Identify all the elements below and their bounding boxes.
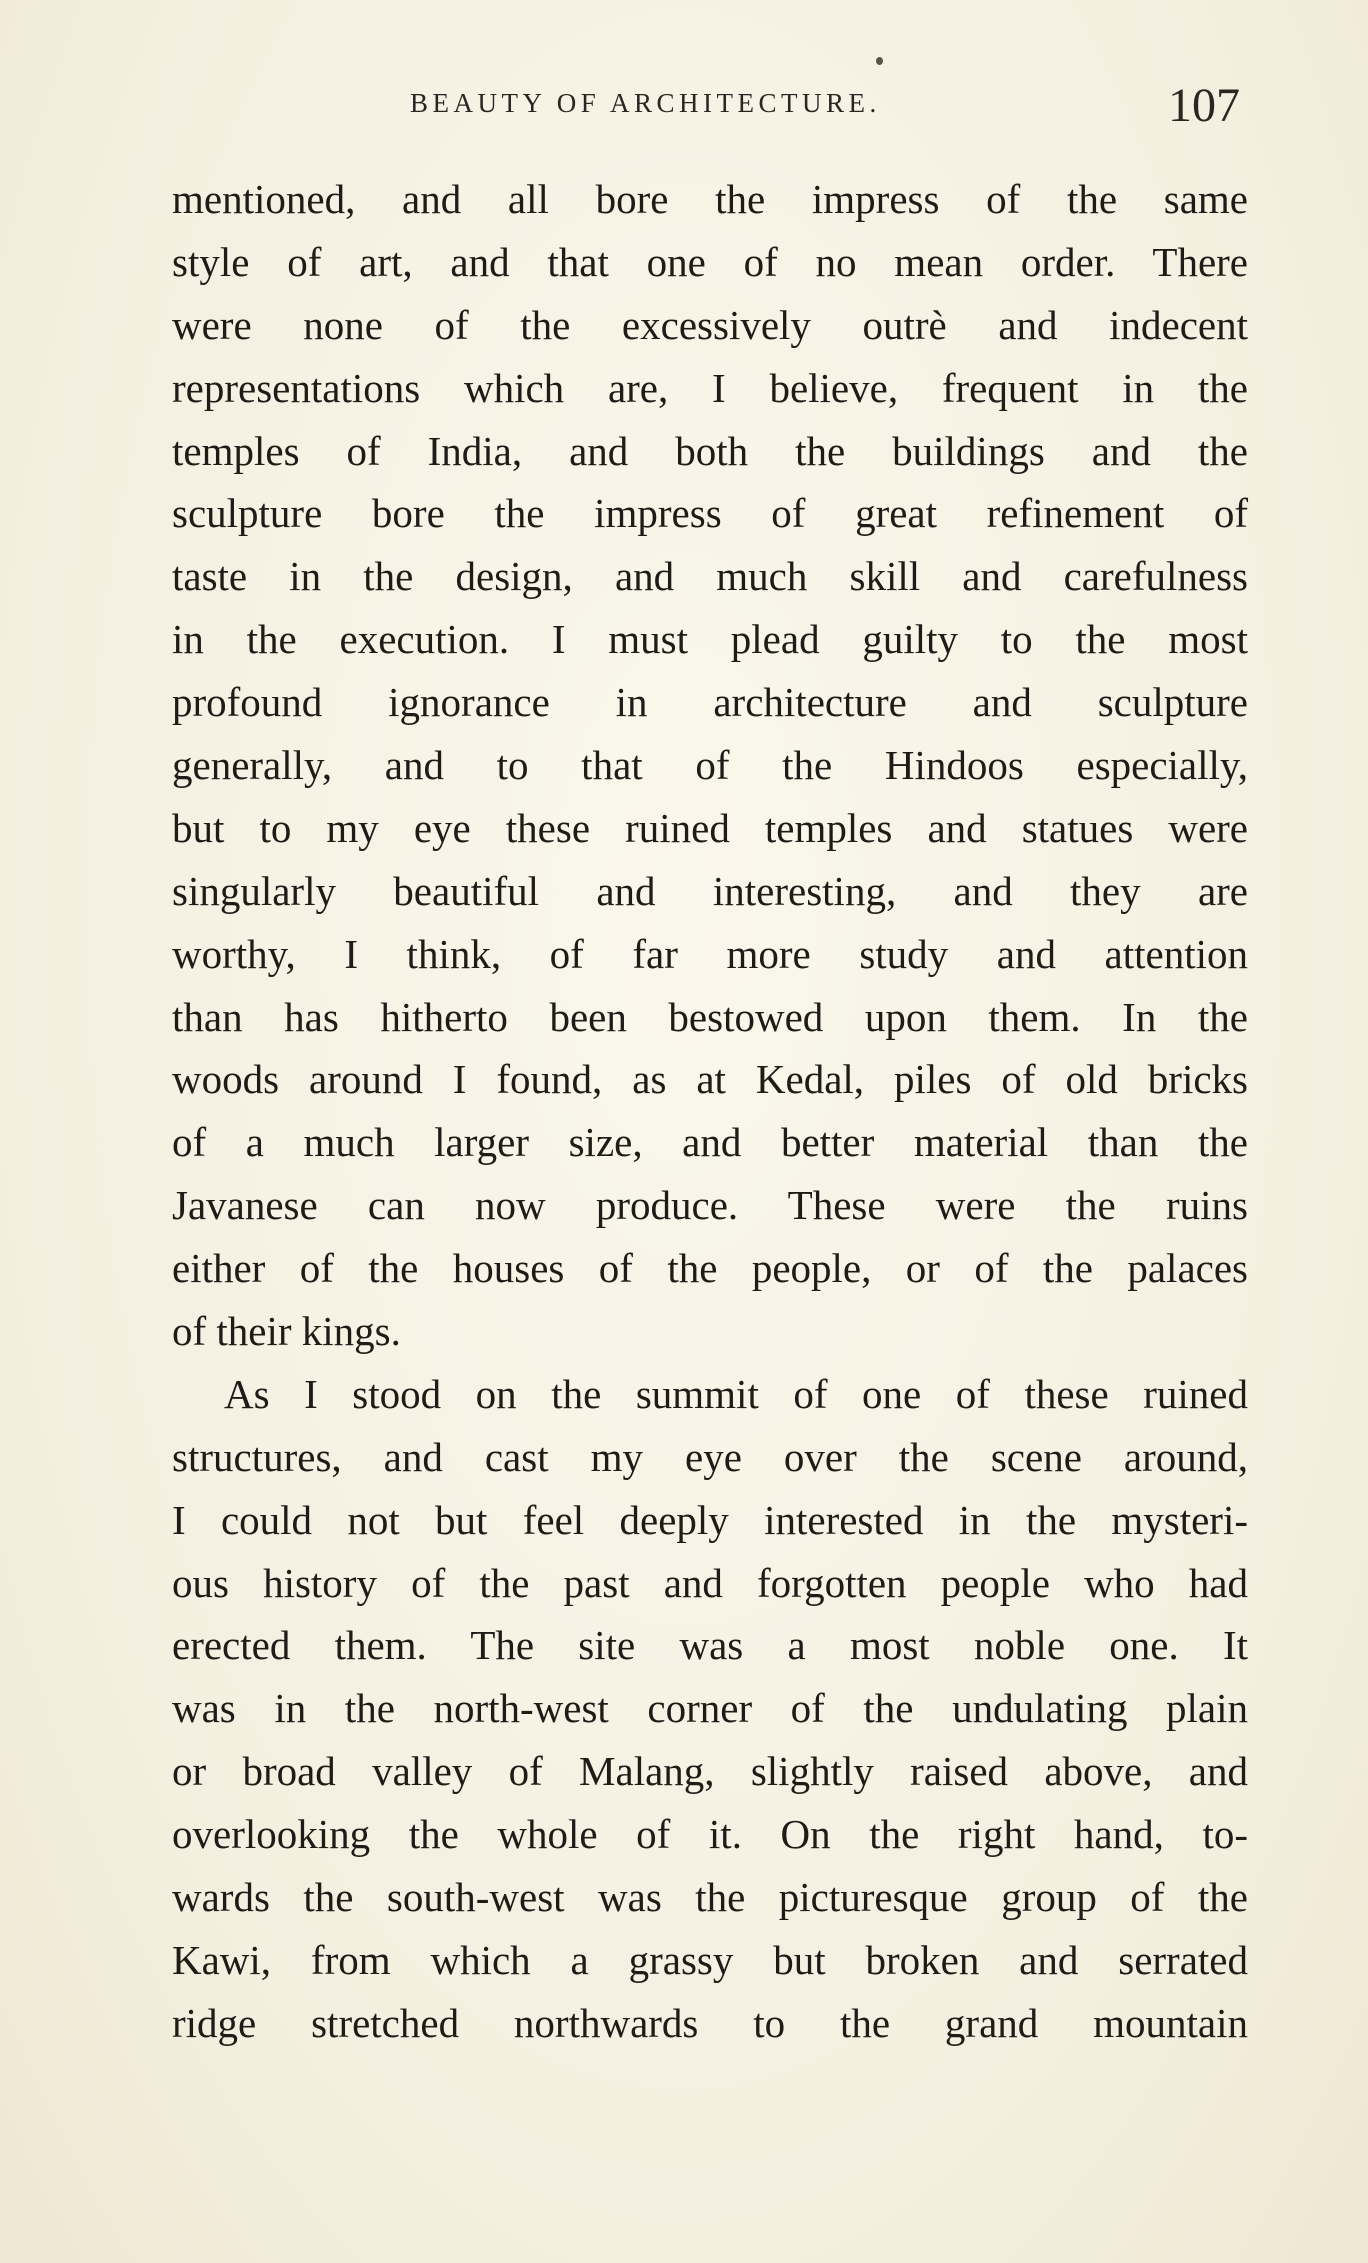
body-text (172, 168, 1248, 2055)
text-line: woods around I found, as at Kedal, piles of old bricks (172, 1056, 1248, 1103)
text-line: or broad valley of Malang, slightly raised above, and (172, 1748, 1248, 1795)
text-line: overlooking the whole of it. On the right hand, to- (172, 1811, 1248, 1858)
text-line: wards the south-west was the picturesque group of the (172, 1874, 1248, 1921)
text-line: ous history of the past and forgotten people who had (172, 1559, 1248, 1606)
text-line: either of the houses of the people, or of the palaces (172, 1245, 1248, 1292)
text-line: was in the north-west corner of the undulating plain (172, 1685, 1248, 1732)
text-line: Javanese can now produce. These were the ruins (172, 1182, 1248, 1229)
text-line: taste in the design, and much skill and carefulness (172, 553, 1248, 600)
text-line: were none of the excessively outrè and indecent (172, 301, 1248, 348)
text-line: generally, and to that of the Hindoos especially, (172, 742, 1248, 789)
text-line: than has hitherto been bestowed upon them. In the (172, 993, 1248, 1040)
page-number: 107 (1168, 79, 1240, 132)
text-line: but to my eye these ruined temples and statues were (172, 804, 1248, 851)
text-line: in the execution. I must plead guilty to the most (172, 616, 1248, 663)
paragraph-end-line: of their kings. (172, 1308, 401, 1355)
text-line: style of art, and that one of no mean order. There (172, 238, 1248, 285)
text-line: structures, and cast my eye over the scene around, (172, 1433, 1248, 1480)
text-line: sculpture bore the impress of great refinement of (172, 490, 1248, 537)
text-line: ridge stretched northwards to the grand mountain (172, 1999, 1248, 2046)
ink-speck (876, 57, 883, 65)
text-line: mentioned, and all bore the impress of the same (172, 176, 1248, 222)
text-line: singularly beautiful and interesting, and they are (172, 867, 1248, 914)
text-line: representations which are, I believe, frequent in the (172, 364, 1248, 411)
text-line: Kawi, from which a grassy but broken and serrated (172, 1936, 1248, 1983)
text-line: worthy, I think, of far more study and attention (172, 930, 1248, 977)
text-line: of a much larger size, and better material than the (172, 1119, 1248, 1166)
text-line: profound ignorance in architecture and sculpture (172, 679, 1248, 726)
text-line: I could not but feel deeply interested in the mysteri- (172, 1496, 1248, 1543)
paragraph-start-line: As I stood on the summit of one of these ruined (224, 1370, 1248, 1417)
text-line: erected them. The site was a most noble one. It (172, 1622, 1248, 1669)
text-line: temples of India, and both the buildings and the (172, 427, 1248, 474)
running-head: BEAUTY OF ARCHITECTURE. (410, 88, 881, 118)
